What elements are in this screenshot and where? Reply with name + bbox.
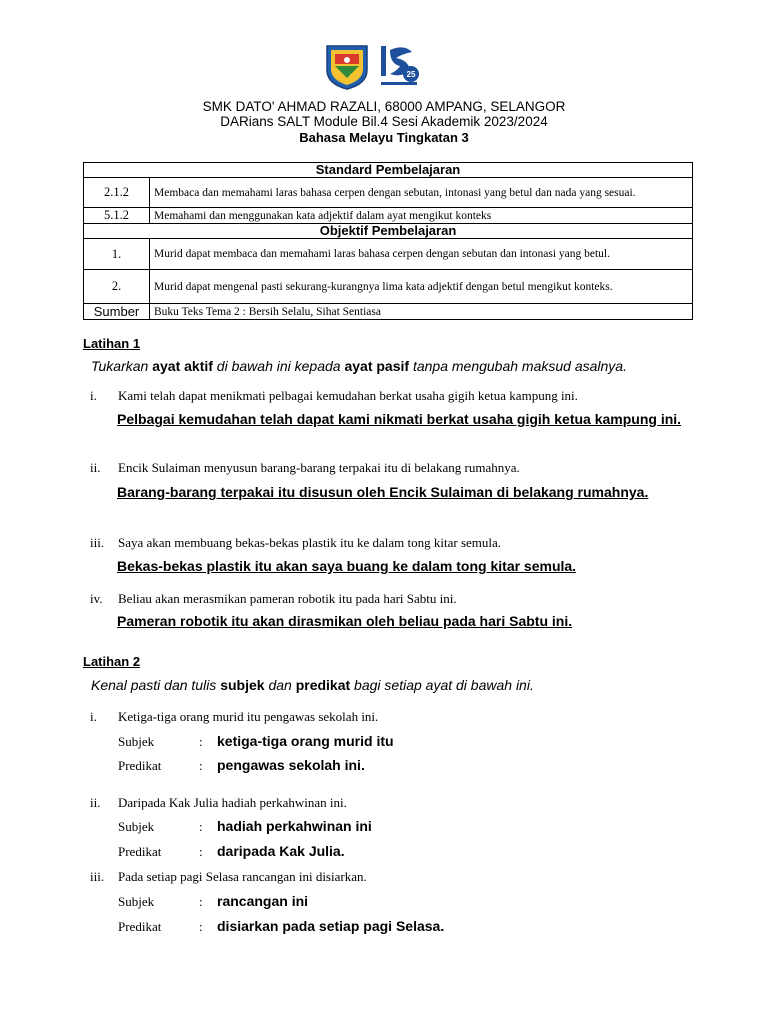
latihan-2-instruction: Kenal pasti dan tulis subjek dan predikat bagi setiap ayat di bawah ini.: [91, 677, 534, 693]
logo-bar: [0, 44, 768, 90]
colon: :: [199, 819, 203, 834]
question-number: iv.: [90, 591, 103, 606]
answer-text: Barang-barang terpakai itu disusun oleh Encik Sulaiman di belakang rumahnya.: [117, 484, 649, 500]
objective-text: Murid dapat membaca dan memahami laras bahasa cerpen dengan sebutan dan intonasi yang betul.: [150, 239, 693, 270]
colon: :: [199, 734, 203, 749]
question-number: i.: [90, 709, 97, 724]
objective-text: Murid dapat mengenal pasti sekurang-kurangnya lima kata adjektif dengan betul mengikut konteks.: [150, 270, 693, 304]
district-25-logo: [378, 44, 420, 90]
objective-heading: Objektif Pembelajaran: [84, 224, 693, 239]
objective-code: 2.: [84, 270, 150, 304]
question-text: Kami telah dapat menikmati pelbagai kemudahan berkat usaha gigih ketua kampung ini.: [118, 388, 578, 403]
school-name: SMK DATO' AHMAD RAZALI, 68000 AMPANG, SELANGOR: [202, 99, 566, 114]
standard-code: 2.1.2: [84, 178, 150, 208]
table-row: [84, 304, 693, 320]
question-number: ii.: [90, 460, 101, 475]
latihan-1-title: Latihan 1: [83, 336, 141, 351]
source-label: Sumber: [84, 304, 150, 320]
answer-text: Pelbagai kemudahan telah dapat kami nikmati berkat usaha gigih ketua kampung ini.: [117, 411, 682, 427]
latihan-1-instruction: Tukarkan ayat aktif di bawah ini kepada ayat pasif tanpa mengubah maksud asalnya.: [91, 358, 627, 374]
question-text: Daripada Kak Julia hadiah perkahwinan ini.: [118, 795, 347, 810]
subjek-label: Subjek: [118, 734, 155, 749]
predikat-label: Predikat: [118, 844, 162, 859]
colon: :: [199, 758, 203, 773]
colon: :: [199, 919, 203, 934]
colon: :: [199, 894, 203, 909]
table-row: [84, 270, 693, 304]
latihan-2-title: Latihan 2: [83, 654, 141, 669]
table-row: [84, 178, 693, 208]
learning-standards-table: [83, 162, 693, 320]
colon: :: [199, 844, 203, 859]
school-crest-logo: [325, 44, 369, 90]
subjek-answer: hadiah perkahwinan ini: [217, 818, 372, 834]
standard-text: Membaca dan memahami laras bahasa cerpen dengan sebutan, intonasi yang betul dan nada yang sesuai.: [150, 178, 693, 208]
standard-heading: Standard Pembelajaran: [84, 163, 693, 178]
table-row: [84, 208, 693, 224]
standard-code: 5.1.2: [84, 208, 150, 224]
question-text: Encik Sulaiman menyusun barang-barang terpakai itu di belakang rumahnya.: [118, 460, 520, 475]
source-text: Buku Teks Tema 2 : Bersih Selalu, Sihat Sentiasa: [150, 304, 693, 320]
question-text: Beliau akan merasmikan pameran robotik itu pada hari Sabtu ini.: [118, 591, 457, 606]
question-number: ii.: [90, 795, 101, 810]
question-number: i.: [90, 388, 97, 403]
predikat-answer: disiarkan pada setiap pagi Selasa.: [217, 918, 445, 934]
question-number: iii.: [90, 535, 105, 550]
answer-text: Bekas-bekas plastik itu akan saya buang ke dalam tong kitar semula.: [117, 558, 577, 574]
table-row: [84, 239, 693, 270]
predikat-answer: daripada Kak Julia.: [217, 843, 345, 859]
subject-title: Bahasa Melayu Tingkatan 3: [299, 130, 469, 145]
predikat-label: Predikat: [118, 919, 162, 934]
subjek-label: Subjek: [118, 819, 155, 834]
subjek-answer: ketiga-tiga orang murid itu: [217, 733, 394, 749]
subjek-answer: rancangan ini: [217, 893, 309, 909]
objective-code: 1.: [84, 239, 150, 270]
subjek-label: Subjek: [118, 894, 155, 909]
question-text: Ketiga-tiga orang murid itu pengawas sekolah ini.: [118, 709, 379, 724]
module-title: DARians SALT Module Bil.4 Sesi Akademik 2023/2024: [220, 114, 548, 129]
question-text: Saya akan membuang bekas-bekas plastik itu ke dalam tong kitar semula.: [118, 535, 502, 550]
predikat-answer: pengawas sekolah ini.: [217, 757, 365, 773]
question-number: iii.: [90, 869, 105, 884]
question-text: Pada setiap pagi Selasa rancangan ini disiarkan.: [118, 869, 367, 884]
answer-text: Pameran robotik itu akan dirasmikan oleh beliau pada hari Sabtu ini.: [117, 613, 573, 629]
predikat-label: Predikat: [118, 758, 162, 773]
standard-text: Memahami dan menggunakan kata adjektif dalam ayat mengikut konteks: [150, 208, 693, 224]
svg-text:25: 25: [406, 70, 416, 79]
